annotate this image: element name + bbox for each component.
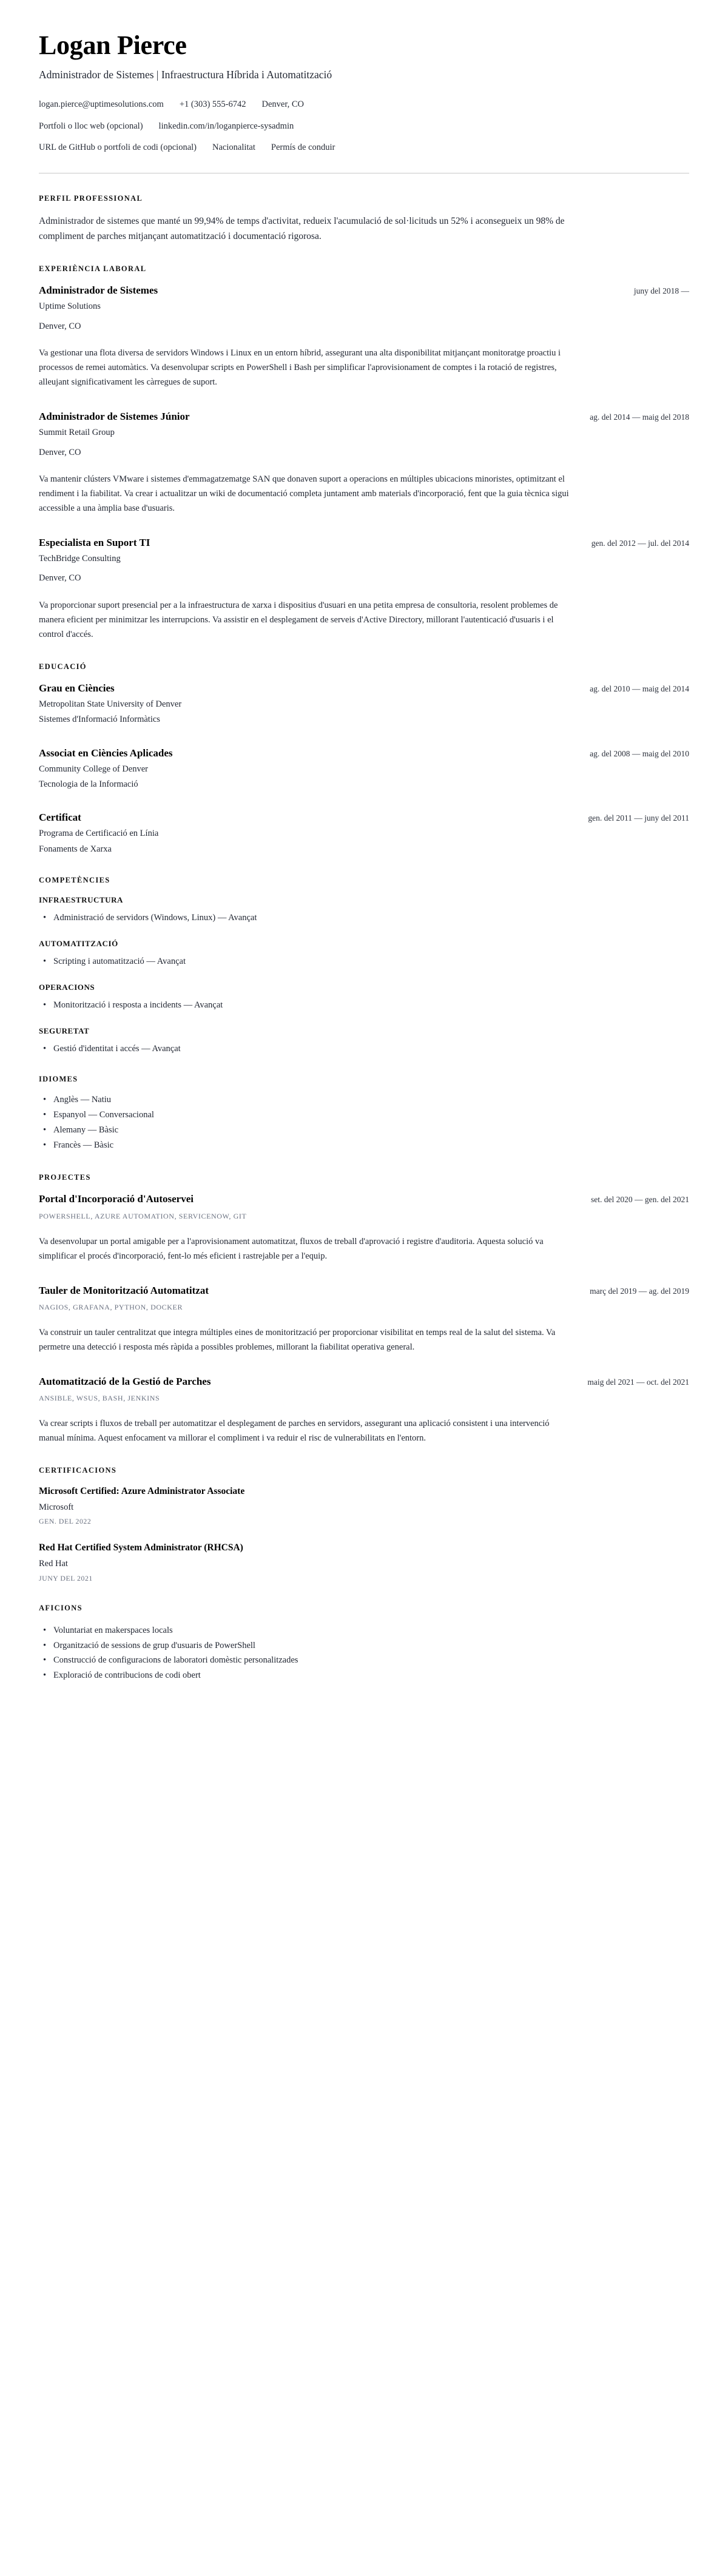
section-certifications — [39, 1466, 689, 1582]
candidate-headline: Administrador de Sistemes | Infraestructura Híbrida i Automatització — [39, 69, 332, 81]
skill-group — [39, 1026, 689, 1057]
project-date: set. del 2020 — gen. del 2021 — [591, 1195, 689, 1205]
certifications-list — [39, 1485, 689, 1582]
interest-item: • Organització de sessions de grup d'usuaris de PowerShell — [53, 1638, 689, 1653]
language-item: • Francès — Bàsic — [53, 1138, 689, 1153]
skill-item: • Administració de servidors (Windows, Linux) — Avançat — [53, 910, 689, 926]
language-item: • Anglès — Natiu — [53, 1092, 689, 1108]
skill-item-list — [39, 1041, 689, 1057]
project-date: març del 2019 — ag. del 2019 — [590, 1286, 689, 1296]
languages-list — [39, 1092, 689, 1153]
contact-item[interactable]: linkedin.com/in/loganpierce-sysadmin — [158, 121, 294, 131]
job-location: Denver, CO — [39, 573, 81, 583]
job-description: Va proporcionar suport presencial per a la infraestructura de xarxa i dispositius d'usuari en una petita empresa de consultoria, resolent problemes de manera eficient per minimitzar les interrupcions. Va assistir en el desplegament de serveis d'Active Directory, millorant l'autenticació d'usuaris i el control d'accés. — [39, 600, 558, 639]
contact-item[interactable]: URL de GitHub o portfoli de codi (opcional) — [39, 143, 197, 153]
contact-item[interactable]: Nacionalitat — [212, 143, 255, 153]
experience-list — [39, 284, 689, 642]
project-description: Va construir un tauler centralitzat que integra múltiples eines de monitorització per proporcionar visibilitat en temps real de la salut del sistema. Va permetre una detecció i resposta més ràpida a possibles problemes, millorant la fiabilitat operativa general. — [39, 1327, 556, 1352]
degree-title: Certificat — [39, 812, 81, 824]
school-name: Metropolitan State University of Denver — [39, 699, 182, 709]
profile-text: Administrador de sistemes que manté un 99,94% de temps d'activitat, redueix l'acumulació de sol·licituds un 52% i aconsegueix un 98% de compliment de parches mitjançant automatització i documentació rigorosa. — [39, 216, 565, 242]
skill-group-title: OPERACIONS — [39, 982, 95, 992]
certification-issuer: Microsoft — [39, 1502, 74, 1513]
project-entry-head — [39, 1284, 689, 1297]
skill-item: • Monitorització i resposta a incidents — Avançat — [53, 998, 689, 1013]
candidate-name: Logan Pierce — [39, 30, 187, 60]
section-experience — [39, 264, 689, 642]
degree-date: gen. del 2011 — juny del 2011 — [588, 813, 689, 823]
degree-date: ag. del 2010 — maig del 2014 — [590, 684, 689, 693]
project-tech-stack: POWERSHELL, AZURE AUTOMATION, SERVICENOW, GIT — [39, 1211, 247, 1220]
section-title-education: EDUCACIÓ — [39, 662, 87, 671]
project-title: Tauler de Monitorització Automatitzat — [39, 1284, 209, 1296]
job-company: Uptime Solutions — [39, 301, 101, 312]
education-entry-head — [39, 811, 689, 824]
language-item: • Espanyol — Conversacional — [53, 1108, 689, 1123]
field-of-study: Fonaments de Xarxa — [39, 844, 112, 854]
experience-entry — [39, 410, 689, 516]
skill-group — [39, 983, 689, 1013]
education-entry — [39, 682, 689, 726]
job-description: Va mantenir clústers VMware i sistemes d'emmagatzematge SAN que donaven suport a operacions en múltiples ubicacions minoristes, optimitzant el rendiment i la fiabilitat. Va crear i actualitzar un wiki de documentació completa juntament amb materials d'incorporació, fent que la guia tècnica sigui accessible a una àmplia base d'usuaris. — [39, 474, 569, 513]
experience-entry-head — [39, 536, 689, 550]
skill-group-title: SEGURETAT — [39, 1026, 90, 1035]
project-tech-stack: NAGIOS, GRAFANA, PYTHON, DOCKER — [39, 1302, 183, 1311]
section-projects — [39, 1173, 689, 1445]
job-company: TechBridge Consulting — [39, 554, 121, 564]
job-date: ag. del 2014 — maig del 2018 — [590, 412, 689, 422]
skill-group — [39, 895, 689, 926]
job-description: Va gestionar una flota diversa de servidors Windows i Linux en un entorn híbrid, assegurant una alta disponibilitat mitjançant monitoratge proactiu i processos de remei automàtics. Va desenvolupar scripts en PowerShell i Bash per simplificar l'aprovisionament de comptes i la rotació de registres, alleujant significativament les càrregues de suport. — [39, 348, 561, 388]
contact-row-primary — [39, 98, 689, 112]
experience-entry-head — [39, 410, 689, 423]
language-item: • Alemany — Bàsic — [53, 1123, 689, 1138]
section-title-certifications: CERTIFICACIONS — [39, 1466, 117, 1475]
job-date: gen. del 2012 — jul. del 2014 — [591, 539, 689, 548]
job-title: Especialista en Suport TI — [39, 537, 150, 549]
school-name: Community College of Denver — [39, 764, 149, 774]
interest-item: • Exploració de contribucions de codi obert — [53, 1668, 689, 1683]
school-name: Programa de Certificació en Línia — [39, 829, 159, 839]
certification-entry — [39, 1542, 689, 1582]
job-location: Denver, CO — [39, 447, 81, 457]
section-education — [39, 662, 689, 855]
section-interests — [39, 1604, 689, 1684]
interest-item: • Construcció de configuracions de laboratori domèstic personalitzades — [53, 1653, 689, 1668]
section-profile — [39, 194, 689, 244]
field-of-study: Tecnologia de la Informació — [39, 779, 138, 789]
experience-entry — [39, 284, 689, 389]
section-title-projects: PROJECTES — [39, 1173, 91, 1182]
education-entry — [39, 811, 689, 855]
degree-title: Grau en Ciències — [39, 682, 115, 694]
section-title-experience: EXPERIÈNCIA LABORAL — [39, 264, 147, 274]
certification-name: Microsoft Certified: Azure Administrator Associate — [39, 1486, 245, 1497]
skill-group — [39, 939, 689, 969]
skill-group-title: AUTOMATITZACIÓ — [39, 938, 118, 948]
skill-group-title: INFRAESTRUCTURA — [39, 895, 123, 904]
contact-item[interactable]: logan.pierce@uptimesolutions.com — [39, 99, 164, 109]
section-title-interests: AFICIONS — [39, 1603, 83, 1612]
contact-item[interactable]: +1 (303) 555-6742 — [179, 99, 246, 109]
project-entry — [39, 1375, 689, 1445]
contact-row-tertiary — [39, 141, 689, 155]
project-tech-stack: ANSIBLE, WSUS, BASH, JENKINS — [39, 1394, 160, 1402]
certification-date: GEN. DEL 2022 — [39, 1517, 92, 1526]
section-skills — [39, 876, 689, 1153]
education-entry-head — [39, 682, 689, 695]
skill-item: • Gestió d'identitat i accés — Avançat — [53, 1041, 689, 1057]
education-list — [39, 682, 689, 855]
education-entry-head — [39, 747, 689, 760]
certification-name: Red Hat Certified System Administrator (RHCSA) — [39, 1542, 243, 1553]
project-description: Va desenvolupar un portal amigable per a l'aprovisionament automatitzat, fluxos de treball d'aprovació i registre d'auditoria. Aquesta solució va simplificar el procés d'incorporació, fent-lo més eficient i rastrejable per a l'equip. — [39, 1236, 544, 1261]
project-entry — [39, 1192, 689, 1263]
interest-item: • Voluntariat en makerspaces locals — [53, 1623, 689, 1638]
project-description: Va crear scripts i fluxos de treball per automatitzar el desplegament de parches en servidors, assegurant una aplicació consistent i una intervenció manual mínima. Aquest enfocament va millorar el compliment i va reduir el risc de vulnerabilitats en l'entorn. — [39, 1419, 550, 1444]
experience-entry-head — [39, 284, 689, 297]
education-entry — [39, 747, 689, 791]
contact-item[interactable]: Permís de conduir — [271, 143, 335, 153]
degree-date: ag. del 2008 — maig del 2010 — [590, 748, 689, 758]
project-title: Portal d'Incorporació d'Autoservei — [39, 1193, 194, 1205]
job-title: Administrador de Sistemes — [39, 284, 158, 297]
skill-item: • Scripting i automatització — Avançat — [53, 954, 689, 969]
project-entry-head — [39, 1192, 689, 1206]
interests-list — [39, 1623, 689, 1684]
field-of-study: Sistemes d'Informació Informàtics — [39, 715, 160, 725]
skill-item-list — [39, 910, 689, 926]
job-date: juny del 2018 — — [633, 286, 689, 296]
skill-item-list — [39, 998, 689, 1013]
project-title: Automatització de la Gestió de Parches — [39, 1375, 211, 1387]
contact-item[interactable]: Denver, CO — [261, 99, 304, 109]
project-date: maig del 2021 — oct. del 2021 — [587, 1377, 689, 1387]
job-location: Denver, CO — [39, 321, 81, 331]
section-title-profile: PERFIL PROFESSIONAL — [39, 194, 143, 203]
certification-date: JUNY DEL 2021 — [39, 1573, 93, 1582]
job-title: Administrador de Sistemes Júnior — [39, 411, 190, 423]
subsection-title-languages: IDIOMES — [39, 1074, 78, 1083]
projects-list — [39, 1192, 689, 1445]
job-company: Summit Retail Group — [39, 428, 115, 438]
skill-item-list — [39, 954, 689, 969]
experience-entry — [39, 536, 689, 642]
section-title-skills: COMPETÈNCIES — [39, 875, 110, 884]
certification-entry — [39, 1485, 689, 1526]
resume-header — [39, 32, 689, 173]
project-entry — [39, 1284, 689, 1354]
skills-groups — [39, 895, 689, 1057]
degree-title: Associat en Ciències Aplicades — [39, 747, 173, 759]
certification-issuer: Red Hat — [39, 1559, 68, 1569]
project-entry-head — [39, 1375, 689, 1388]
contact-item[interactable]: Portfoli o lloc web (opcional) — [39, 121, 143, 131]
contact-row-secondary — [39, 120, 689, 133]
